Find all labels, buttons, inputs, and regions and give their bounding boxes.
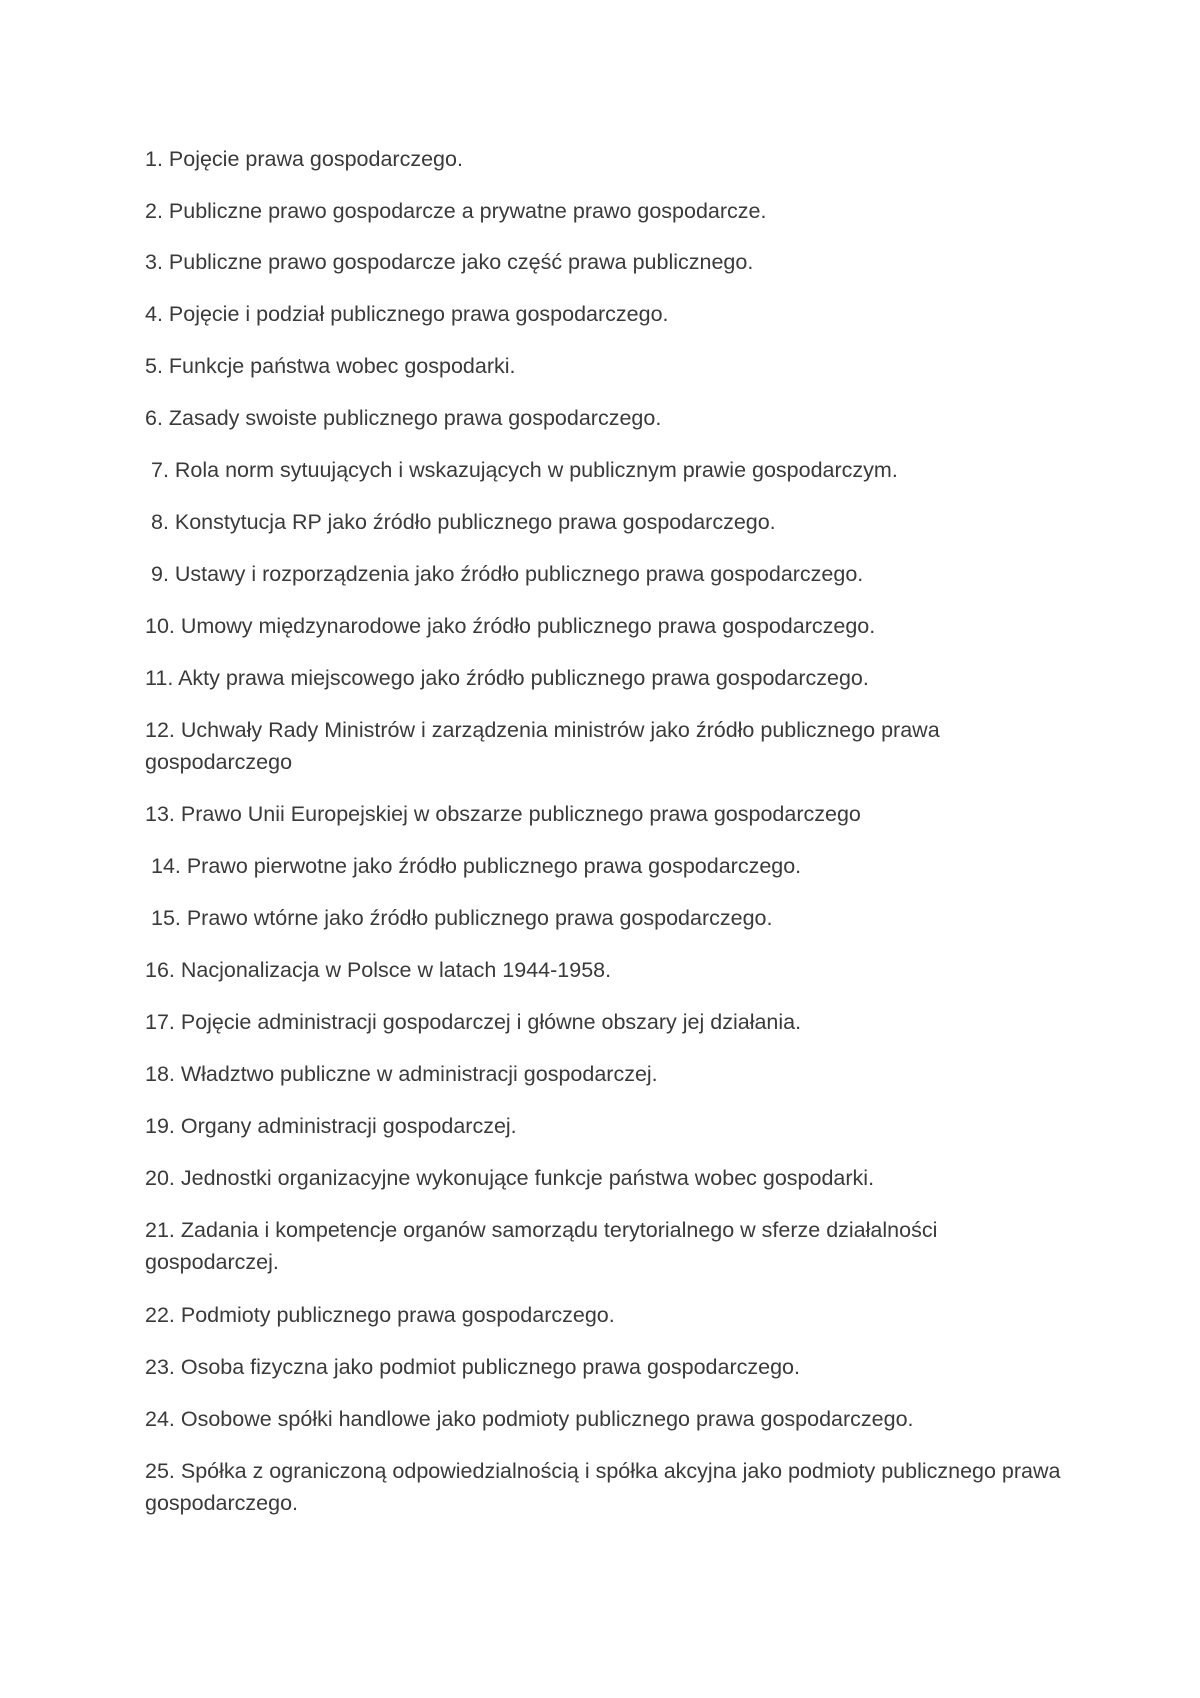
list-item: 16. Nacjonalizacja w Polsce w latach 1944-1958. — [145, 958, 612, 982]
list-item: 10. Umowy międzynarodowe jako źródło publicznego prawa gospodarczego. — [145, 614, 876, 638]
list-item: 9. Ustawy i rozporządzenia jako źródło publicznego prawa gospodarczego. — [145, 562, 864, 586]
list-item: 17. Pojęcie administracji gospodarczej i główne obszary jej działania. — [145, 1010, 802, 1034]
list-item: 23. Osoba fizyczna jako podmiot publicznego prawa gospodarczego. — [145, 1355, 800, 1379]
list-item: 8. Konstytucja RP jako źródło publicznego prawa gospodarczego. — [145, 510, 776, 534]
list-item: 19. Organy administracji gospodarczej. — [145, 1114, 517, 1138]
list-item: 18. Władztwo publiczne w administracji gospodarczej. — [145, 1062, 658, 1086]
list-item: 15. Prawo wtórne jako źródło publicznego prawa gospodarczego. — [145, 906, 773, 930]
list-item: 21. Zadania i kompetencje organów samorządu terytorialnego w sferze działalności gospodarczej. — [145, 1218, 944, 1274]
list-item: 11. Akty prawa miejscowego jako źródło publicznego prawa gospodarczego. — [145, 666, 869, 690]
list-item: 1. Pojęcie prawa gospodarczego. — [145, 147, 463, 171]
list-item: 5. Funkcje państwa wobec gospodarki. — [145, 354, 516, 378]
list-item: 20. Jednostki organizacyjne wykonujące funkcje państwa wobec gospodarki. — [145, 1166, 875, 1190]
list-item: 4. Pojęcie i podział publicznego prawa gospodarczego. — [145, 302, 669, 326]
list-item: 7. Rola norm sytuujących i wskazujących w publicznym prawie gospodarczym. — [145, 458, 898, 482]
list-item: 24. Osobowe spółki handlowe jako podmioty publicznego prawa gospodarczego. — [145, 1407, 914, 1431]
list-item: 2. Publiczne prawo gospodarcze a prywatne prawo gospodarcze. — [145, 199, 767, 223]
list-item: 14. Prawo pierwotne jako źródło publicznego prawa gospodarczego. — [145, 854, 802, 878]
list-item: 6. Zasady swoiste publicznego prawa gospodarczego. — [145, 406, 662, 430]
list-item: 12. Uchwały Rady Ministrów i zarządzenia ministrów jako źródło publicznego prawa gospodarczego — [145, 718, 946, 774]
list-item: 13. Prawo Unii Europejskiej w obszarze publicznego prawa gospodarczego — [145, 802, 861, 826]
list-item: 22. Podmioty publicznego prawa gospodarczego. — [145, 1303, 615, 1327]
list-item: 3. Publiczne prawo gospodarcze jako część prawa publicznego. — [145, 250, 754, 274]
list-item: 25. Spółka z ograniczoną odpowiedzialnością i spółka akcyjna jako podmioty publicznego prawa gospodarczego. — [145, 1459, 1067, 1515]
